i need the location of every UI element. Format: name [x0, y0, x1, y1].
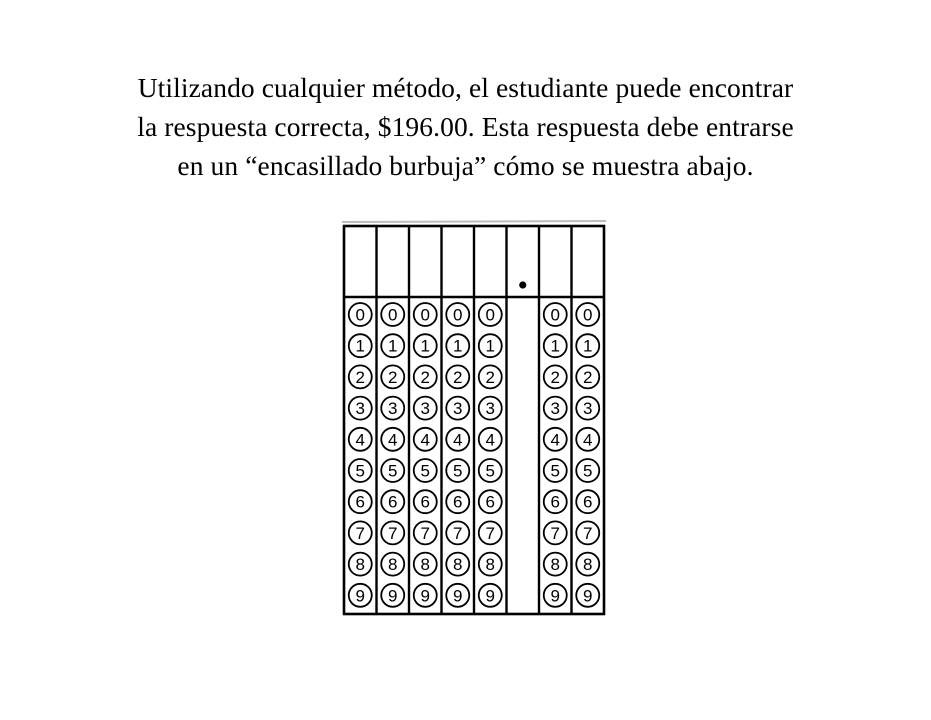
- bubble-digit: 7: [420, 523, 430, 543]
- bubble-digit: 6: [550, 492, 560, 512]
- bubble-digit: 7: [550, 523, 560, 543]
- bubble-digit: 2: [453, 367, 463, 387]
- bubble-digit: 1: [485, 336, 495, 356]
- bubble-digit: 0: [453, 305, 463, 325]
- bubble-digit: 1: [550, 336, 560, 356]
- bubble-digit: 2: [355, 367, 365, 387]
- bubble-digit: 1: [420, 336, 430, 356]
- bubble-digit: 3: [388, 399, 398, 419]
- bubble-digit: 7: [355, 523, 365, 543]
- caption: [0, 68, 931, 185]
- bubble-digit: 2: [388, 367, 398, 387]
- answer-box: [377, 226, 410, 297]
- bubble-digit: 0: [583, 305, 593, 325]
- bubble-digit: 8: [583, 555, 593, 575]
- bubble-digit: 6: [583, 492, 593, 512]
- bubble-digit: 5: [388, 461, 398, 481]
- answer-box: [539, 226, 572, 297]
- bubble-digit: 4: [453, 430, 463, 450]
- bubble-digit: 9: [388, 586, 398, 606]
- bubble-digit: 9: [583, 586, 593, 606]
- bubble-digit: 7: [453, 523, 463, 543]
- bubble-digit: 9: [485, 586, 495, 606]
- bubble-digit: 1: [583, 336, 593, 356]
- answer-box: [344, 226, 377, 297]
- bubble-digit: 5: [420, 461, 430, 481]
- caption-line-1: Utilizando cualquier método, el estudiante puede encontrar: [137, 72, 794, 103]
- decimal-point: [519, 281, 526, 288]
- bubble-digit: 8: [355, 555, 365, 575]
- bubble-digit: 5: [583, 461, 593, 481]
- bubble-digit: 8: [485, 555, 495, 575]
- bubble-digit: 3: [355, 399, 365, 419]
- answer-box: [409, 226, 442, 297]
- bubble-digit: 6: [485, 492, 495, 512]
- bubble-digit: 4: [550, 430, 560, 450]
- bubble-digit: 0: [420, 305, 430, 325]
- bubble-digit: 8: [550, 555, 560, 575]
- bubble-digit: 6: [355, 492, 365, 512]
- bubble-digit: 1: [355, 336, 365, 356]
- bubble-digit: 9: [420, 586, 430, 606]
- bubble-digit: 1: [388, 336, 398, 356]
- bubble-digit: 6: [388, 492, 398, 512]
- bubble-digit: 4: [583, 430, 593, 450]
- bubble-digit: 4: [420, 430, 430, 450]
- bubble-digit: 5: [550, 461, 560, 481]
- bubble-digit: 3: [485, 399, 495, 419]
- caption-line-2: la respuesta correcta, $196.00. Esta respuesta debe entrarse: [137, 111, 794, 142]
- bubble-digit: 3: [453, 399, 463, 419]
- bubble-grid: [338, 214, 608, 618]
- bubble-digit: 0: [485, 305, 495, 325]
- bubble-digit: 9: [550, 586, 560, 606]
- answer-box: [474, 226, 507, 297]
- bubble-digit: 2: [583, 367, 593, 387]
- bubble-digit: 3: [550, 399, 560, 419]
- bubble-digit: 4: [485, 430, 495, 450]
- bubble-digit: 8: [420, 555, 430, 575]
- bubble-digit: 2: [550, 367, 560, 387]
- bubble-digit: 7: [583, 523, 593, 543]
- bubble-digit: 1: [453, 336, 463, 356]
- bubble-digit: 5: [485, 461, 495, 481]
- answer-box: [442, 226, 475, 297]
- bubble-digit: 0: [388, 305, 398, 325]
- scan-edge: [342, 221, 606, 222]
- bubble-digit: 8: [388, 555, 398, 575]
- bubble-digit: 6: [420, 492, 430, 512]
- bubble-digit: 2: [485, 367, 495, 387]
- bubble-digit: 9: [453, 586, 463, 606]
- bubble-digit: 7: [388, 523, 398, 543]
- bubble-digit: 3: [583, 399, 593, 419]
- bubble-digit: 4: [388, 430, 398, 450]
- bubble-digit: 0: [355, 305, 365, 325]
- bubble-grid-drawing: [338, 214, 608, 618]
- caption-line-3: en un “encasillado burbuja” cómo se muestra abajo.: [177, 150, 754, 181]
- bubble-digit: 2: [420, 367, 430, 387]
- bubble-digit: 4: [355, 430, 365, 450]
- bubble-digit: 8: [453, 555, 463, 575]
- answer-box: [572, 226, 605, 297]
- bubble-digit: 7: [485, 523, 495, 543]
- bubble-digit: 5: [355, 461, 365, 481]
- bubble-digit: 6: [453, 492, 463, 512]
- bubble-digit: 0: [550, 305, 560, 325]
- bubble-digit: 9: [355, 586, 365, 606]
- bubble-digit: 3: [420, 399, 430, 419]
- bubble-digit: 5: [453, 461, 463, 481]
